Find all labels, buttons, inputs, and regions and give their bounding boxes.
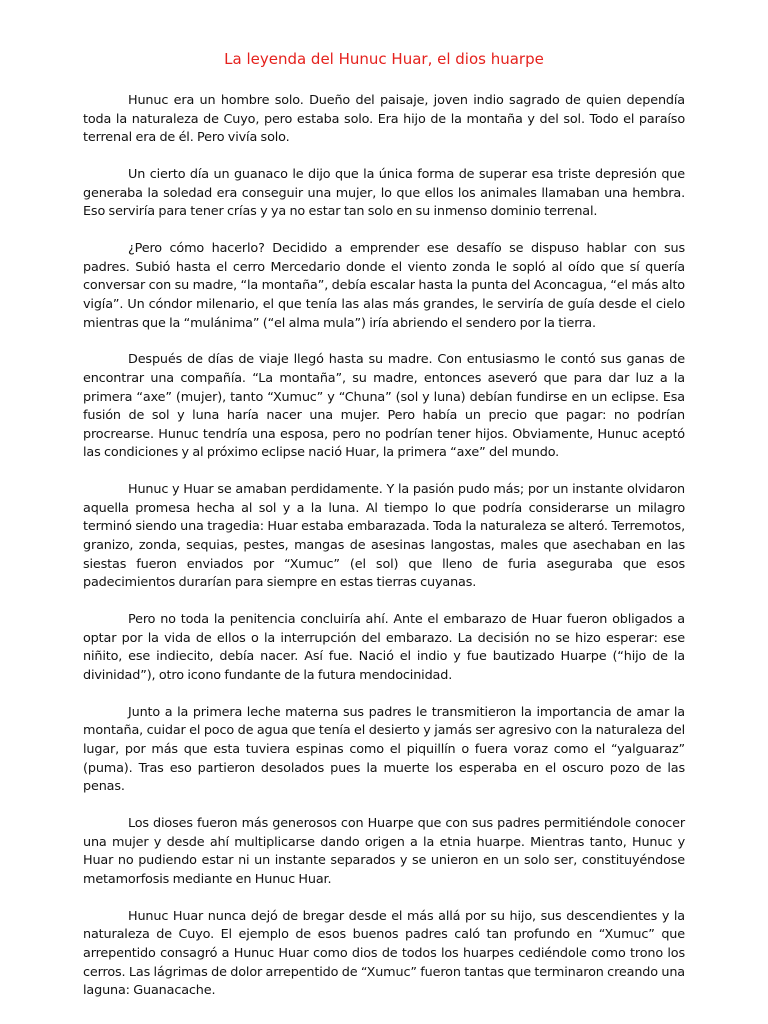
paragraph-3: ¿Pero cómo hacerlo? Decidido a emprender ese desafío se dispuso hablar con sus padres. Subió hasta el cerro Mercedario donde el viento zonda le sopló al oído que sí quería conversar con su madre, “la montaña”, debía escalar hasta la punta del Aconcagua, “el más alto vigía”. Un cóndor milenario, el que tenía las alas más grandes, le serviría de guía desde el cielo mientras que la “mulánima” (“el alma mula”) iría abriendo el sendero por la tierra. — [83, 241, 685, 331]
document-body — [83, 92, 685, 1019]
paragraph-2: Un cierto día un guanaco le dijo que la única forma de superar esa triste depresión que generaba la soledad era conseguir una mujer, lo que ellos los animales llamaban una hembra. Eso serviría para tener crías y ya no estar tan solo en su inmenso dominio terrenal. — [83, 167, 685, 220]
document-title: La leyenda del Hunuc Huar, el dios huarpe — [224, 50, 544, 68]
paragraph-1: Hunuc era un hombre solo. Dueño del paisaje, joven indio sagrado de quien dependía toda la naturaleza de Cuyo, pero estaba solo. Era hijo de la montaña y del sol. Todo el paraíso terrenal era de él. Pero vivía solo. — [83, 93, 685, 146]
paragraph-7: Junto a la primera leche materna sus padres le transmitieron la importancia de amar la montaña, cuidar el poco de agua que tenía el desierto y jamás ser agresivo con la naturaleza del lugar, por más que esta tuviera espinas como el piquillín o fuera voraz como el “yalguaraz” (puma). Tras eso partieron desolados pues la muerte los esperaba en el oscuro pozo de las penas. — [83, 704, 685, 795]
paragraph-8: Los dioses fueron más generosos con Huarpe que con sus padres permitiéndole conocer una mujer y desde ahí multiplicarse dando origen a la etnia huarpe. Mientras tanto, Hunuc y Huar no pudiendo estar ni un instante separados y se unieron en un solo ser, constituyéndose metamorfosis mediante en Hunuc Huar. — [83, 816, 685, 887]
paragraph-9: Hunuc Huar nunca dejó de bregar desde el más allá por su hijo, sus descendientes y la naturaleza de Cuyo. El ejemplo de esos buenos padres caló tan profundo en “Xumuc” que arrepentido consagró a Hunuc Huar como dios de todos los huarpes cediéndole como trono los cerros. Las lágrimas de dolor arrepentido de “Xumuc” fueron tantas que terminaron creando una laguna: Guanacache. — [83, 908, 685, 999]
paragraph-5: Hunuc y Huar se amaban perdidamente. Y la pasión pudo más; por un instante olvidaron aquella promesa hecha al sol y a la luna. Al tiempo lo que podría considerarse un milagro terminó siendo una tragedia: Huar estaba embarazada. Toda la naturaleza se alteró. Terremotos, granizo, zonda, sequias, pestes, mangas de asesinas langostas, males que asechaban en las siestas fueron enviados por “Xumuc” (el sol) que lleno de furia aseguraba que esos padecimientos durarían para siempre en estas tierras cuyanas. — [83, 482, 685, 591]
paragraph-4: Después de días de viaje llegó hasta su madre. Con entusiasmo le contó sus ganas de encontrar una compañía. “La montaña”, su madre, entonces aseveró que para dar luz a la primera “axe” (mujer), tanto “Xumuc” y “Chuna” (sol y luna) debían fundirse en un eclipse. Esa fusión de sol y luna haría nacer una mujer. Pero había un precio que pagar: no podrían procrearse. Hunuc tendría una esposa, pero no podrían tener hijos. Obviamente, Hunuc aceptó las condiciones y al próximo eclipse nació Huar, la primera “axe” del mundo. — [83, 352, 685, 461]
paragraph-6: Pero no toda la penitencia concluiría ahí. Ante el embarazo de Huar fueron obligados a optar por la vida de ellos o la interrupción del embarazo. La decisión no se hizo esperar: ese niñito, ese indiecito, debía nacer. Así fue. Nació el indio y fue bautizado Huarpe (“hijo de la divinidad”), otro icono fundante de la futura mendocinidad. — [83, 612, 685, 683]
